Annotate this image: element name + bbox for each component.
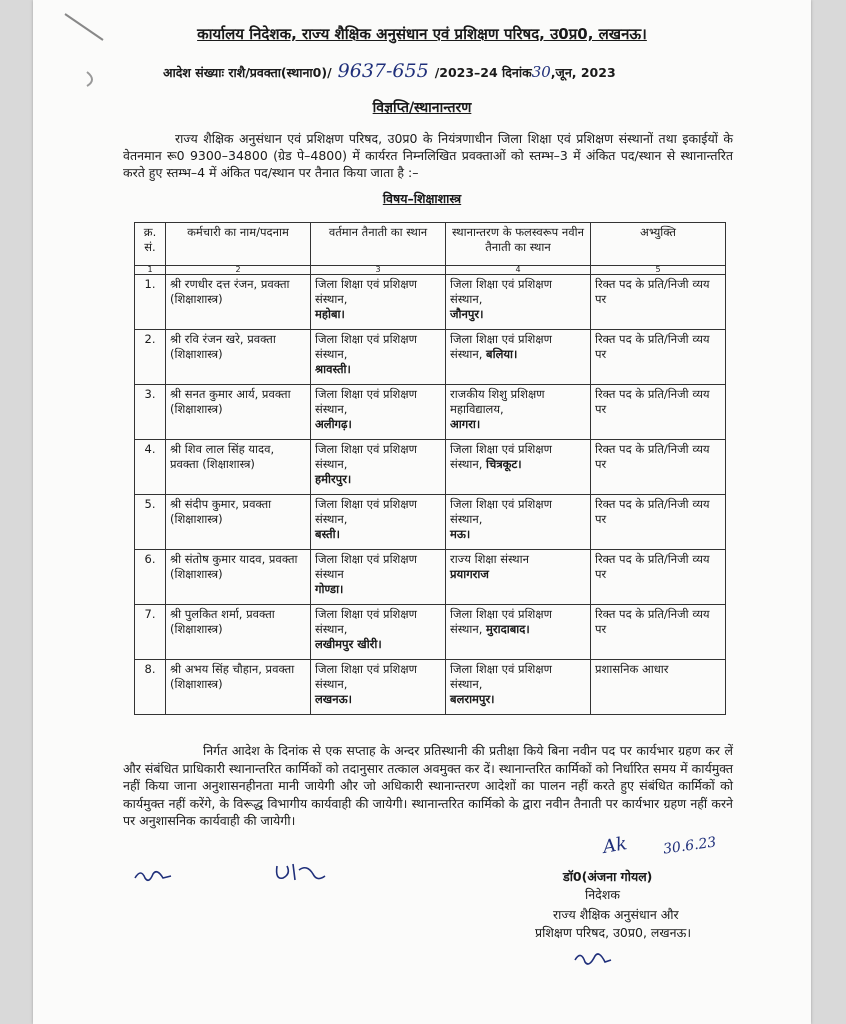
new-institute: जिला शिक्षा एवं प्रशिक्षण संस्थान, — [450, 607, 552, 636]
cell-remark: रिक्त पद के प्रति/निजी व्यय पर — [591, 275, 726, 330]
cell-name: श्री रवि रंजन खरे, प्रवक्ता (शिक्षाशास्त्र) — [166, 330, 311, 385]
office-header: कार्यालय निदेशक, राज्य शैक्षिक अनुसंधान एवं प्रशिक्षण परिषद, उ0प्र0, लखनऊ। — [197, 25, 647, 43]
order-number-line: आदेश संख्याः राशै/प्रवक्ता(स्थाना0)/ 9637-655 /2023–24 दिनांक30,जून, 2023 — [163, 60, 616, 82]
cell-new — [446, 275, 591, 330]
order-month-year: जून, 2023 — [555, 65, 616, 80]
cell-current — [311, 440, 446, 495]
cell-name: श्री पुलकित शर्मा, प्रवक्ता (शिक्षाशास्त्र) — [166, 605, 311, 660]
cell-remark: रिक्त पद के प्रति/निजी व्यय पर — [591, 495, 726, 550]
order-prefix: आदेश संख्याः राशै/प्रवक्ता(स्थाना0)/ — [163, 65, 332, 80]
cell-remark: रिक्त पद के प्रति/निजी व्यय पर — [591, 440, 726, 495]
cell-new — [446, 495, 591, 550]
current-place: लखीमपुर खीरी। — [315, 637, 382, 651]
cell-sn: 4. — [135, 440, 166, 495]
signer-designation: निदेशक — [585, 887, 620, 902]
new-place: बलिया। — [486, 347, 518, 361]
col-number: 1 — [135, 266, 166, 275]
current-institute: जिला शिक्षा एवं प्रशिक्षण संस्थान, — [315, 387, 417, 416]
closing-text: निर्गत आदेश के दिनांक से एक सप्ताह के अन्दर प्रतिस्थानी की प्रतीक्षा किये बिना नवीन पद पर कार्यभार ग्रहण कर लें और संबंधित प्राधिकारी स्थानान्तरित कार्मिकों को तदानुसार तत्काल अवमुक्त कर दें। स्थानान्तरित कार्मिकों को निर्धारित समय में कार्यमुक्त नहीं किया जाना अनुशासनहीनता मानी जायेगी और जो अधिकारी स्थानान्तरण आदेशों का पालन नहीं करते हुए संबंधित कार्मिकों को कार्यमुक्त नहीं करेंगे, के विरूद्ध विभागीय कार्यवाही की जायेगी। स्थानान्तरित कार्मिको के द्वारा नवीन तैनाती पर कार्यभार ग्रहण नहीं करने पर अनुशासनिक कार्यवाही की जायेगी। — [123, 743, 733, 828]
cell-sn: 3. — [135, 385, 166, 440]
handwritten-initial — [273, 860, 329, 886]
cell-remark: रिक्त पद के प्रति/निजी व्यय पर — [591, 385, 726, 440]
cell-sn: 7. — [135, 605, 166, 660]
signer-org-line1: राज्य शैक्षिक अनुसंधान और — [553, 907, 679, 922]
cell-remark: रिक्त पद के प्रति/निजी व्यय पर — [591, 550, 726, 605]
subject-line: विषय–शिक्षाशास्त्र — [382, 191, 462, 206]
cell-new — [446, 605, 591, 660]
new-place: मुरादाबाद। — [486, 622, 530, 636]
table-row — [135, 440, 726, 495]
intro-paragraph — [123, 130, 733, 181]
punch-mark — [83, 70, 103, 90]
cell-sn: 6. — [135, 550, 166, 605]
current-place: महोबा। — [315, 307, 345, 321]
new-institute: जिला शिक्षा एवं प्रशिक्षण संस्थान, — [450, 497, 552, 526]
cell-current — [311, 495, 446, 550]
new-institute: जिला शिक्षा एवं प्रशिक्षण संस्थान, — [450, 332, 552, 361]
cell-current — [311, 275, 446, 330]
table-row — [135, 550, 726, 605]
cell-sn: 8. — [135, 660, 166, 715]
col-number: 3 — [311, 266, 446, 275]
handwritten-day: 30 — [531, 63, 551, 81]
cell-current — [311, 385, 446, 440]
col-header-remark: अभ्युक्ति — [591, 223, 726, 266]
col-header-new: स्थानान्तरण के फलस्वरूप नवीन तैनाती का स्थान — [446, 223, 591, 266]
cell-name: श्री अभय सिंह चौहान, प्रवक्ता (शिक्षाशास्त्र) — [166, 660, 311, 715]
current-place: गोण्डा। — [315, 582, 344, 596]
cell-name: श्री रणधीर दत्त रंजन, प्रवक्ता (शिक्षाशास्त्र) — [166, 275, 311, 330]
current-place: लखनऊ। — [315, 692, 352, 706]
column-number-row — [135, 266, 726, 275]
current-institute: जिला शिक्षा एवं प्रशिक्षण संस्थान, — [315, 332, 417, 361]
current-place: बस्ती। — [315, 527, 340, 541]
table-row — [135, 495, 726, 550]
table-row — [135, 275, 726, 330]
cell-name: श्री सनत कुमार आर्य, प्रवक्ता (शिक्षाशास्त्र) — [166, 385, 311, 440]
current-place: हमीरपुर। — [315, 472, 352, 486]
new-place: जौनपुर। — [450, 307, 484, 321]
closing-paragraph — [123, 742, 733, 830]
handwritten-order-number: 9637-655 — [337, 60, 429, 82]
table-row — [135, 385, 726, 440]
order-suffix: /2023–24 दिनांक — [434, 65, 532, 80]
cell-sn: 2. — [135, 330, 166, 385]
current-place: श्रावस्ती। — [315, 362, 351, 376]
new-institute: जिला शिक्षा एवं प्रशिक्षण संस्थान, — [450, 662, 552, 691]
cell-new — [446, 550, 591, 605]
cell-sn: 5. — [135, 495, 166, 550]
cell-remark: रिक्त पद के प्रति/निजी व्यय पर — [591, 605, 726, 660]
cell-name: श्री शिव लाल सिंह यादव, प्रवक्ता (शिक्षाशास्त्र) — [166, 440, 311, 495]
handwritten-initial — [133, 864, 173, 886]
current-place: अलीगढ़। — [315, 417, 352, 431]
new-place: चित्रकूट। — [486, 457, 522, 471]
cell-current — [311, 605, 446, 660]
current-institute: जिला शिक्षा एवं प्रशिक्षण संस्थान, — [315, 277, 417, 306]
handwritten-initial — [573, 948, 613, 970]
cell-new — [446, 385, 591, 440]
cell-new — [446, 330, 591, 385]
cell-name: श्री संदीप कुमार, प्रवक्ता (शिक्षाशास्त्र) — [166, 495, 311, 550]
cell-new — [446, 440, 591, 495]
intro-text: राज्य शैक्षिक अनुसंधान एवं प्रशिक्षण परिषद, उ0प्र0 के नियंत्रणाधीन जिला शिक्षा एवं प्रशिक्षण संस्थानों तथा इकाईयों के वेतनमान रू0 9300–34800 (ग्रेड पे–4800) में कार्यरत निम्नलिखित प्रवक्ताओं को स्तम्भ–3 में अंकित पद/स्थान से स्थानान्तरित करते हुए स्तम्भ–4 में अंकित पद/स्थान पर तैनात किया जाता है :– — [123, 131, 733, 180]
col-number: 2 — [166, 266, 311, 275]
new-institute: राजकीय शिशु प्रशिक्षण महाविद्यालय, — [450, 387, 545, 416]
cell-new — [446, 660, 591, 715]
cell-current — [311, 330, 446, 385]
current-institute: जिला शिक्षा एवं प्रशिक्षण संस्थान, — [315, 607, 417, 636]
new-institute: राज्य शिक्षा संस्थान — [450, 552, 529, 566]
cell-name: श्री संतोष कुमार यादव, प्रवक्ता (शिक्षाशास्त्र) — [166, 550, 311, 605]
transfer-table — [134, 222, 726, 715]
col-number: 4 — [446, 266, 591, 275]
signer-org-line2: प्रशिक्षण परिषद, उ0प्र0, लखनऊ। — [535, 925, 692, 940]
director-signature: Ak — [601, 833, 629, 858]
new-place: आगरा। — [450, 417, 481, 431]
new-place: बलरामपुर। — [450, 692, 495, 706]
table-row — [135, 330, 726, 385]
current-institute: जिला शिक्षा एवं प्रशिक्षण संस्थान — [315, 552, 417, 581]
table-row — [135, 605, 726, 660]
table-row — [135, 660, 726, 715]
table-header-row — [135, 223, 726, 266]
current-institute: जिला शिक्षा एवं प्रशिक्षण संस्थान, — [315, 497, 417, 526]
cell-sn: 1. — [135, 275, 166, 330]
document-page — [33, 0, 811, 1024]
cell-current — [311, 550, 446, 605]
new-place: मऊ। — [450, 527, 471, 541]
new-institute: जिला शिक्षा एवं प्रशिक्षण संस्थान, — [450, 442, 552, 471]
col-header-current: वर्तमान तैनाती का स्थान — [311, 223, 446, 266]
new-place: प्रयागराज — [450, 567, 489, 581]
cell-current — [311, 660, 446, 715]
signature-date: 30.6.23 — [662, 834, 718, 858]
current-institute: जिला शिक्षा एवं प्रशिक्षण संस्थान, — [315, 662, 417, 691]
cell-remark: रिक्त पद के प्रति/निजी व्यय पर — [591, 330, 726, 385]
col-header-name: कर्मचारी का नाम/पदनाम — [166, 223, 311, 266]
current-institute: जिला शिक्षा एवं प्रशिक्षण संस्थान, — [315, 442, 417, 471]
new-institute: जिला शिक्षा एवं प्रशिक्षण संस्थान, — [450, 277, 552, 306]
col-header-sn: क्र. सं. — [135, 223, 166, 266]
cell-remark: प्रशासनिक आधार — [591, 660, 726, 715]
notice-title: विज्ञप्ति/स्थानान्तरण — [372, 100, 472, 116]
signer-name: डॉ0(अंजना गोयल) — [563, 869, 653, 884]
col-number: 5 — [591, 266, 726, 275]
